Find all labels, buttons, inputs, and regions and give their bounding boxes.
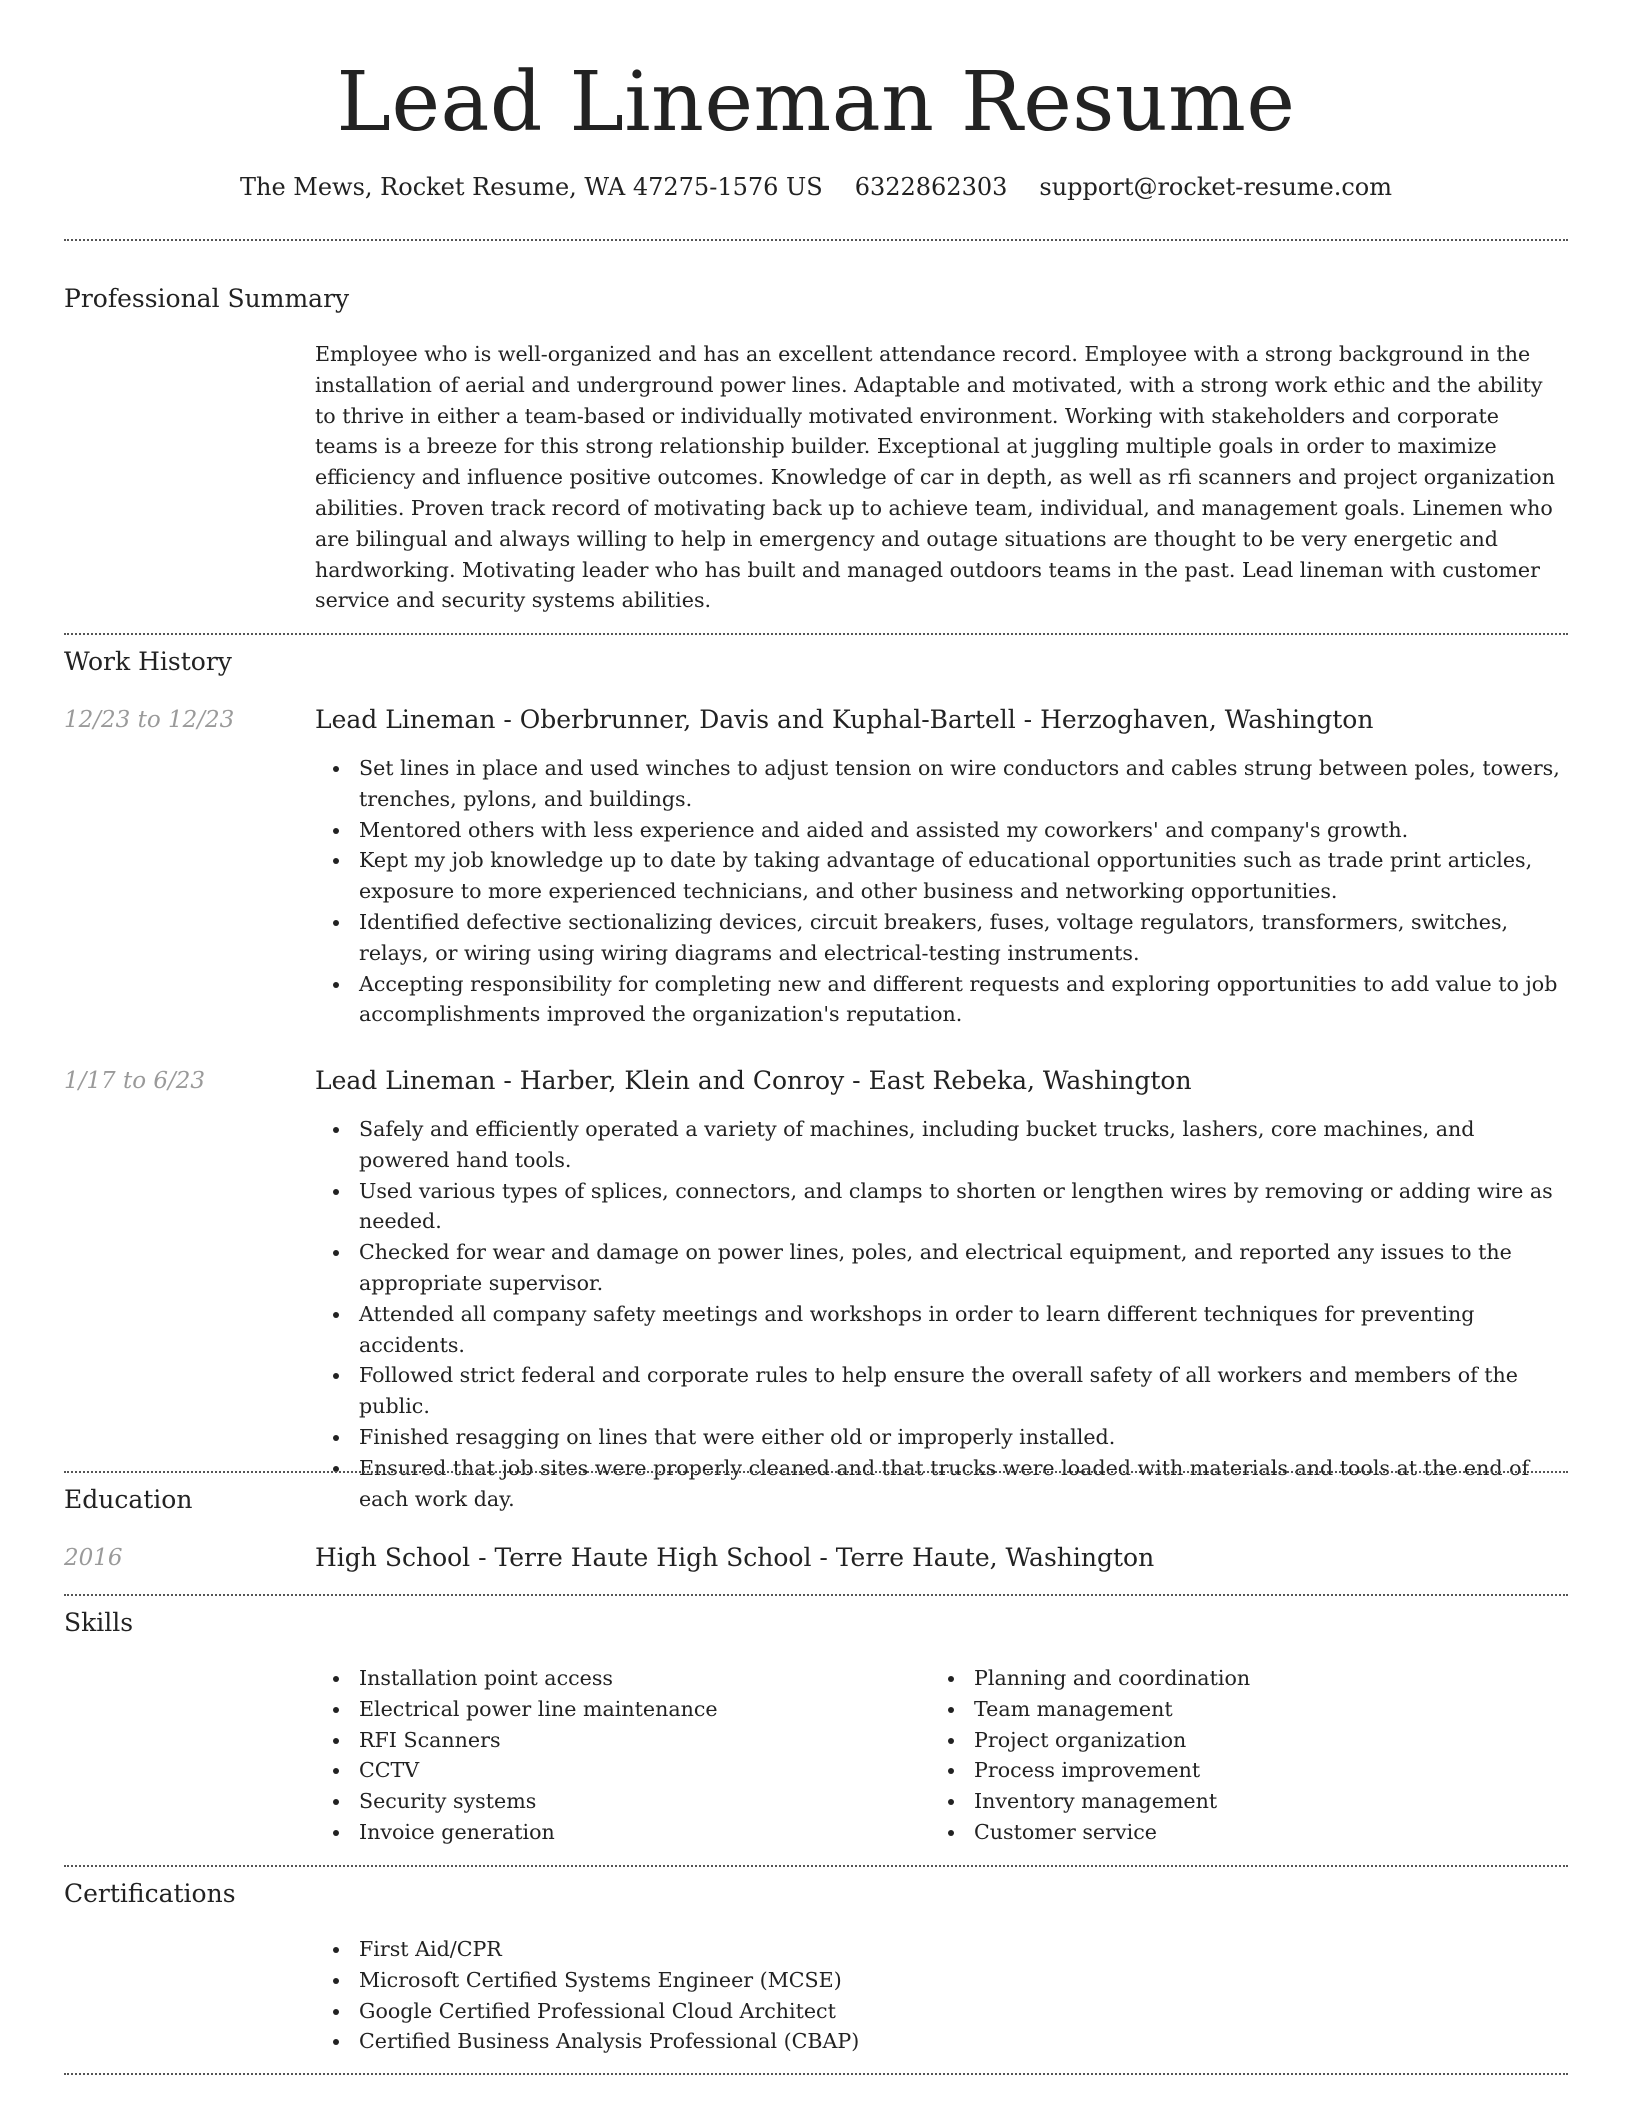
list-item: Google Certified Professional Cloud Architect xyxy=(359,1996,1565,2027)
list-item: Mentored others with less experience and aided and assisted my coworkers' and company's growth. xyxy=(359,815,1565,846)
summary-heading: Professional Summary xyxy=(64,284,350,313)
list-item: Accepting responsibility for completing new and different requests and exploring opportunities to add value to job accomplishments improved the organization's reputation. xyxy=(359,969,1565,1031)
skills-heading: Skills xyxy=(64,1608,134,1637)
education-heading: Education xyxy=(64,1485,193,1514)
contact-line xyxy=(0,170,1632,204)
list-item: Microsoft Certified Systems Engineer (MCSE) xyxy=(359,1965,1565,1996)
contact-phone: 6322862303 xyxy=(854,173,1008,201)
certifications-heading: Certifications xyxy=(64,1879,236,1908)
list-item: Safely and efficiently operated a variety of machines, including bucket trucks, lashers, core machines, and powered hand tools. xyxy=(359,1114,1565,1176)
list-item: Inventory management xyxy=(974,1786,1632,1817)
list-item: Kept my job knowledge up to date by taking advantage of educational opportunities such as trade print articles, exposure to more experienced technicians, and other business and networking opportunities. xyxy=(359,845,1565,907)
contact-email: support@rocket-resume.com xyxy=(1039,173,1393,201)
list-item: Finished resagging on lines that were either old or improperly installed. xyxy=(359,1422,1565,1453)
list-item: Ensured that job sites were properly cleaned and that trucks were loaded with materials and tools at the end of each work day. xyxy=(359,1453,1565,1515)
list-item: Customer service xyxy=(974,1817,1632,1848)
job-title: Lead Lineman - Harber, Klein and Conroy - East Rebeka, Washington xyxy=(315,1066,1192,1095)
job-dates: 12/23 to 12/23 xyxy=(64,707,235,733)
list-item: Project organization xyxy=(974,1725,1632,1756)
list-item: Attended all company safety meetings and workshops in order to learn different techniques for preventing accidents. xyxy=(359,1299,1565,1361)
list-item: Planning and coordination xyxy=(974,1663,1632,1694)
contact-address: The Mews, Rocket Resume, WA 47275-1576 US xyxy=(239,173,823,201)
list-item: Set lines in place and used winches to adjust tension on wire conductors and cables strung between poles, towers, trenches, pylons, and buildings. xyxy=(359,753,1565,815)
job-title: Lead Lineman - Oberbrunner, Davis and Kuphal-Bartell - Herzoghaven, Washington xyxy=(315,705,1374,734)
list-item: CCTV xyxy=(359,1755,1565,1786)
work-history-heading: Work History xyxy=(64,647,232,676)
list-item: First Aid/CPR xyxy=(359,1934,1565,1965)
divider xyxy=(64,633,1568,635)
divider xyxy=(64,1471,1568,1473)
list-item: RFI Scanners xyxy=(359,1725,1565,1756)
list-item: Checked for wear and damage on power lines, poles, and electrical equipment, and reported any issues to the appropriate supervisor. xyxy=(359,1237,1565,1299)
divider xyxy=(64,1594,1568,1596)
list-item: Certified Business Analysis Professional (CBAP) xyxy=(359,2026,1565,2057)
divider xyxy=(64,239,1568,241)
list-item: Process improvement xyxy=(974,1755,1632,1786)
list-item: Electrical power line maintenance xyxy=(359,1694,1565,1725)
education-year: 2016 xyxy=(64,1545,123,1571)
certifications-list xyxy=(315,1934,1565,2057)
divider xyxy=(64,1865,1568,1867)
list-item: Security systems xyxy=(359,1786,1565,1817)
list-item: Identified defective sectionalizing devices, circuit breakers, fuses, voltage regulators, transformers, switches, relays, or wiring using wiring diagrams and electrical-testing instruments. xyxy=(359,907,1565,969)
list-item: Followed strict federal and corporate rules to help ensure the overall safety of all workers and members of the public. xyxy=(359,1360,1565,1422)
job-duties-list xyxy=(315,1114,1565,1514)
skills-list-right xyxy=(930,1663,1632,1848)
list-item: Installation point access xyxy=(359,1663,1565,1694)
job-dates: 1/17 to 6/23 xyxy=(64,1068,206,1094)
list-item: Invoice generation xyxy=(359,1817,1565,1848)
summary-text: Employee who is well-organized and has an excellent attendance record. Employee with a strong background in the installation of aerial and underground power lines. Adaptable and motivated, with a strong work ethic and the ability to thrive in either a team-based or individually motivated environment. Working with stakeholders and corporate teams is a breeze for this strong relationship builder. Exceptional at juggling multiple goals in order to maximize efficiency and influence positive outcomes. Knowledge of car in depth, as well as rfi scanners and project organization abilities. Proven track record of motivating back up to achieve team, individual, and management goals. Linemen who are bilingual and always willing to help in emergency and outage situations are thought to be very energetic and hardworking. Motivating leader who has built and managed outdoors teams in the past. Lead lineman with customer service and security systems abilities. xyxy=(315,342,1555,613)
list-item: Team management xyxy=(974,1694,1632,1725)
list-item: Used various types of splices, connectors, and clamps to shorten or lengthen wires by removing or adding wire as needed. xyxy=(359,1176,1565,1238)
job-duties-list xyxy=(315,753,1565,1030)
education-entry: High School - Terre Haute High School - Terre Haute, Washington xyxy=(315,1543,1155,1572)
resume-title: Lead Lineman Resume xyxy=(336,55,1296,150)
divider xyxy=(64,2073,1568,2075)
